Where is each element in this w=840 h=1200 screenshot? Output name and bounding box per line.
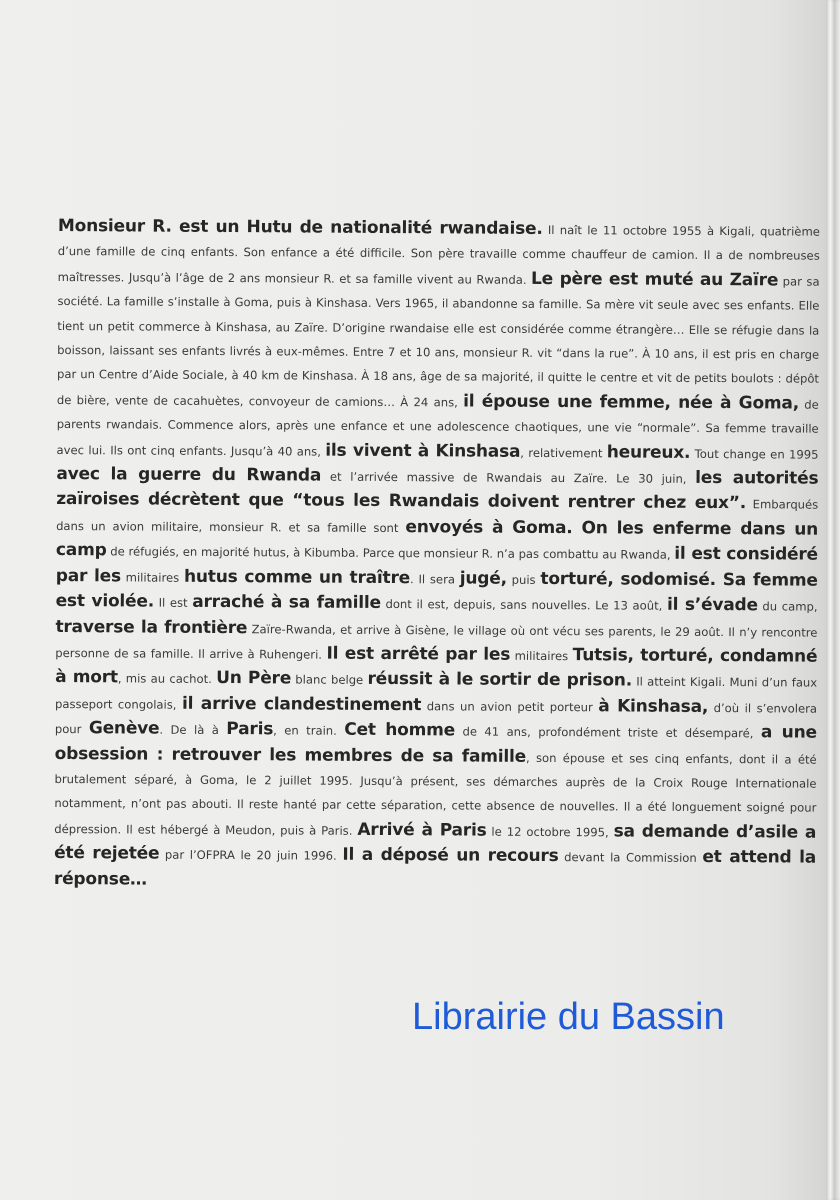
body-text-run: de 41 ans, profondément triste et désemparé, <box>455 724 761 741</box>
emphasis-text: il s’évade <box>666 594 758 616</box>
emphasis-text: Tutsis, torturé, condamné à mort <box>55 645 818 688</box>
body-text-run: blanc belge <box>291 672 368 688</box>
emphasis-text: il est considéré par les <box>55 544 818 587</box>
paragraph <box>54 214 820 897</box>
body-text-run: par l’OFPRA le 20 juin 1996. <box>159 847 343 863</box>
emphasis-text: torturé, sodomisé. Sa femme est violée. <box>55 568 818 612</box>
body-text-run: d’où il s’envolera pour <box>54 700 818 737</box>
body-text-run: . De là à <box>159 722 227 738</box>
emphasis-text: et attend la réponse… <box>53 847 817 890</box>
body-text-run: devant la Commission <box>558 850 703 866</box>
emphasis-text: il arrive clandestinement <box>181 693 422 715</box>
body-text-run: militaires <box>120 570 185 585</box>
emphasis-text: à Kinshasa, <box>598 696 709 717</box>
body-text-run: Zaïre-Rwanda, et arrive à Gisène, le village où ont vécu ses parents, le 29 août. Il n’y rencontre personne de sa famille. Il arrive à Ruhengeri. <box>55 621 818 662</box>
emphasis-text: a une obsession : retrouver les membres de sa famille <box>54 722 817 767</box>
body-text-run: Tout change en 1995 <box>690 446 819 462</box>
emphasis-text: arraché à sa famille <box>192 591 381 614</box>
body-text-run: , relativement <box>520 445 607 461</box>
emphasis-text: heureux. <box>606 442 691 463</box>
emphasis-text: Il a déposé un recours <box>342 844 559 867</box>
emphasis-text: sa demande d’asile a été rejetée <box>54 821 817 864</box>
body-text-run: puis <box>506 572 541 587</box>
emphasis-text: Arrivé à Paris <box>357 819 487 841</box>
emphasis-text: Un Père <box>216 668 292 689</box>
body-text <box>54 214 820 897</box>
emphasis-text: jugé, <box>459 568 507 589</box>
body-text-run: dont il est, depuis, sans nouvelles. Le 13 août, <box>380 597 668 613</box>
body-text-run: , mis au cachot. <box>117 671 217 687</box>
emphasis-text: Cet homme <box>344 719 456 741</box>
emphasis-text: il épouse une femme, née à Goma, <box>463 391 800 414</box>
body-text-run: . Il sera <box>409 571 460 587</box>
watermark-text: Librairie du Bassin <box>412 996 725 1038</box>
body-text-run: , en train. <box>273 723 345 738</box>
emphasis-text: hutus comme un traître <box>183 566 411 588</box>
emphasis-text: envoyés à Goma. On les enferme dans un camp <box>55 517 819 561</box>
body-text-run: de parents rwandais. Commence alors, après une enfance et une adolescence chaotiques, une vie “normale”. Sa femme travaille avec lui. Ils ont cinq enfants. Jusqu’à 40 ans, <box>56 397 819 459</box>
emphasis-text: traverse la frontière <box>55 616 248 638</box>
body-text-run: Il naît le 11 octobre 1955 à Kigali, quatrième d’une famille de cinq enfants. Son enfance a été difficile. Son père travaille comme chauffeur de camion. Il a de nombreuses maîtresses. Jusqu’à l’âge de 2 ans monsieur R. et sa famille vivent au Rwanda. <box>57 222 820 287</box>
emphasis-text: réussit à le sortir de prison. <box>367 669 633 691</box>
emphasis-text: Le père est muté au Zaïre <box>531 268 779 291</box>
body-text-run: du camp, <box>757 599 818 614</box>
body-text-run: dans un avion petit porteur <box>421 698 599 715</box>
body-text-run: par sa société. La famille s’installe à Goma, puis à Kinshasa. Vers 1965, il abandonne sa famille. Sa mère vit seule avec ses enfants. Elle tient un petit commerce à Kinshasa, au Zaïre. D’origine rwandaise elle est considérée comme étrangère… Elle se réfugie dans la boisson, laissant ses enfants livrés à eux-mêmes. Entre 7 et 10 ans, monsieur R. vit “dans la rue”. À 10 ans, il est pris en charge par un Centre d’Aide Sociale, à 40 km de Kinshasa. À 18 ans, âge de sa majorité, il quitte le centre et vit de petits boulots : dépôt de bière, vente de cacahuètes, convoyeur de camions… À 24 ans, <box>56 274 820 410</box>
emphasis-text: avec la guerre du Rwanda <box>56 464 322 486</box>
emphasis-text: Monsieur R. est un Hutu de nationalité rwandaise. <box>57 215 543 239</box>
emphasis-text: Genève <box>88 718 160 739</box>
emphasis-text: Paris <box>226 719 274 740</box>
body-text-run: Il atteint Kigali. Muni d’un faux passeport congolais, <box>54 674 818 712</box>
emphasis-text: ils vivent à Kinshasa <box>325 440 521 462</box>
body-text-run: de réfugiés, en majorité hutus, à Kibumba. Parce que monsieur R. n’a pas combattu au Rwanda, <box>106 544 675 563</box>
emphasis-text: les autorités zaïroises décrètent que “tous les Rwandais doivent rentrer chez eux”. <box>56 467 819 514</box>
body-text-run: militaires <box>510 648 573 664</box>
body-text-run: et l’arrivée massive de Rwandais au Zaïre. Le 30 juin, <box>321 469 696 486</box>
emphasis-text: Il est arrêté par les <box>326 643 511 665</box>
body-text-run: , son épouse et ses cinq enfants, dont il a été brutalement séparé, à Goma, le 2 juillet 1995. Jusqu’à présent, ses démarches auprès de la Croix Rouge Internationale notamment, n’ont pas abouti. Il reste hanté par cette séparation, cette absence de nouvelles. Il a été longuement soigné pour dépression. Il est hébergé à Meudon, puis à Paris. <box>54 750 817 838</box>
page-edge <box>826 0 840 1200</box>
body-text-run: Il est <box>153 595 193 610</box>
body-text-run: le 12 octobre 1995, <box>486 824 614 840</box>
body-text-run: Embarqués dans un avion militaire, monsieur R. et sa famille sont <box>56 497 819 536</box>
